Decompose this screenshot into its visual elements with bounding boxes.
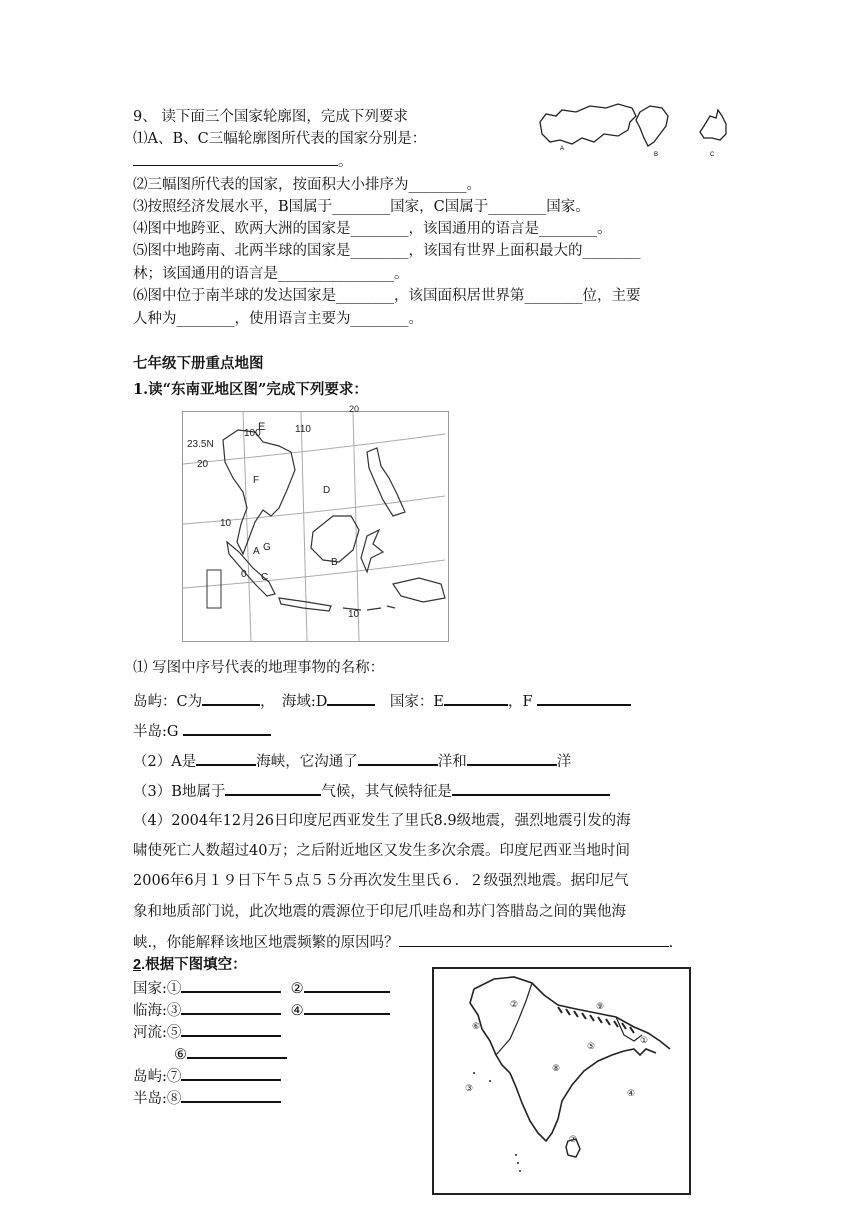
text: .	[668, 935, 674, 951]
map-mark-6: ⑥	[472, 1022, 481, 1032]
map-label-10: 10	[220, 518, 232, 529]
q1-part1: ⑴ 写图中序号代表的地理事物的名称：	[133, 660, 385, 676]
section-title: 七年级下册重点地图	[133, 355, 264, 372]
map-label-a: A	[253, 546, 260, 557]
q1-peninsula-row	[133, 720, 271, 742]
answer-blank[interactable]	[181, 1021, 281, 1037]
map-label-23-5n: 23.5N	[187, 439, 214, 450]
map-label-f: F	[253, 475, 260, 486]
country-outlines-figure	[532, 100, 732, 162]
q1-title: 1.读“东南亚地区图”完成下列要求：	[133, 381, 368, 398]
outline-australia	[700, 110, 726, 140]
answer-blank[interactable]	[467, 750, 557, 766]
q9-intro: 9、 读下面三个国家轮廓图，完成下列要求	[133, 109, 408, 125]
q2-number: 2	[133, 957, 142, 973]
q1-part1-row	[133, 690, 631, 712]
answer-blank[interactable]	[202, 690, 260, 706]
q2-title	[133, 955, 247, 975]
q2-row-country	[133, 977, 390, 999]
climate-b-label: （3）B地属于	[133, 784, 226, 800]
text: ②	[290, 981, 304, 997]
outline-russia	[540, 104, 636, 144]
map-mark-8: ⑧	[552, 1064, 561, 1074]
q9-part5-line2: 林；该国通用的语言是________________。	[133, 266, 409, 282]
text: 国家:①	[133, 981, 182, 997]
q9-part1-blank-row	[133, 151, 353, 172]
q9-part6-line2: 人种为________，使用语言主要为________。	[133, 311, 423, 327]
peninsula-g-label: 半岛:G	[133, 724, 179, 740]
map-label-d: D	[323, 485, 331, 496]
q1-part4-line3: 2006年6月１９日下午５点５５分再次发生里氏６．２级强烈地震。据印尼气	[133, 873, 629, 889]
map-label-g: G	[263, 542, 271, 553]
text: 临海:③	[133, 1003, 182, 1019]
answer-blank[interactable]	[181, 1065, 281, 1081]
south-asia-map-drawing	[434, 969, 689, 1193]
q1-part4-line2: 啸使死亡人数超过40万；之后附近地区又发生多次余震。印度尼西亚当地时间	[133, 843, 630, 859]
outline-label-c: C	[710, 152, 715, 158]
answer-blank[interactable]	[304, 977, 390, 993]
answer-blank[interactable]	[181, 1087, 281, 1103]
map-mark-7: ⑦	[569, 1135, 578, 1145]
q1-part3-row	[133, 780, 610, 802]
map-mark-4: ④	[627, 1089, 636, 1099]
south-asia-map	[432, 967, 691, 1195]
text: ⑥	[174, 1047, 187, 1063]
map-label-110: 110	[295, 424, 311, 435]
map-label-20: 20	[197, 459, 209, 470]
map-label-0: 0	[241, 569, 247, 580]
text: 峡.，你能解释该地区地震频繁的原因吗？	[133, 935, 399, 951]
outline-label-a: A	[560, 146, 565, 152]
country-f-label: ，F	[507, 694, 533, 710]
q9-part1: ⑴A、B、C三幅轮廓图所代表的国家分别是：	[133, 131, 427, 147]
map-mark-1: ①	[640, 1036, 649, 1046]
q9-part3: ⑶按照经济发展水平，B国属于________国家，C国属于________国家。	[133, 199, 590, 215]
country-e-label: 国家：E	[375, 694, 444, 710]
q2-title-text: .根据下图填空：	[141, 957, 247, 973]
text: 海峡，它沟通了	[256, 754, 358, 770]
answer-blank[interactable]	[133, 151, 338, 166]
answer-blank[interactable]	[181, 977, 281, 993]
text: ④	[290, 1003, 304, 1019]
answer-blank[interactable]	[225, 780, 321, 796]
text: 半岛:⑧	[133, 1091, 182, 1107]
answer-blank[interactable]	[358, 750, 438, 766]
q9-part5-line1: ⑸图中地跨南、北两半球的国家是________，该国有世界上面积最大的________	[133, 243, 641, 259]
answer-blank[interactable]	[304, 999, 390, 1015]
island-c-label: 岛屿：C为	[133, 694, 203, 710]
map-label-100: 100	[244, 428, 261, 439]
text: 气候，其气候特征是	[321, 784, 452, 800]
q2-row-peninsula	[133, 1087, 281, 1109]
answer-blank[interactable]	[183, 720, 271, 736]
q1-part2-row	[133, 750, 571, 772]
q9-part4: ⑷图中地跨亚、欧两大洲的国家是________，该国通用的语言是________。	[133, 221, 612, 237]
answer-blank[interactable]	[444, 690, 508, 706]
period: 。	[338, 154, 353, 170]
q9-part6-line1: ⑹图中位于南半球的发达国家是________，该国面积居世界第________位，主要	[133, 288, 641, 304]
answer-blank[interactable]	[181, 999, 281, 1015]
answer-blank[interactable]	[196, 750, 256, 766]
southeast-asia-map	[182, 404, 449, 642]
answer-blank[interactable]	[537, 690, 631, 706]
map-label-b: B	[331, 557, 338, 568]
text: 河流:⑤	[133, 1025, 182, 1041]
map-mark-2: ②	[510, 1000, 519, 1010]
outline-brazil	[636, 106, 668, 146]
strait-a-label: （2）A是	[133, 754, 197, 770]
q2-row-island	[133, 1065, 281, 1087]
map-mark-9: ⑨	[596, 1002, 605, 1012]
q2-row-river	[133, 1021, 281, 1043]
map-label-10-bottom: 10	[348, 609, 360, 620]
sea-d-label: ， 海域:D	[260, 694, 328, 710]
answer-blank[interactable]	[327, 690, 375, 706]
answer-blank[interactable]	[399, 932, 669, 947]
map-label-e: E	[258, 421, 266, 433]
text: 洋和	[437, 754, 467, 770]
q1-part4-line5	[133, 932, 673, 953]
q1-part4-line4: 象和地质部门说，此次地震的震源位于印尼爪哇岛和苏门答腊岛之间的巽他海	[133, 904, 626, 920]
map-mark-5: ⑤	[587, 1042, 596, 1052]
q9-part2: ⑵三幅图所代表的国家，按面积大小排序为________。	[133, 177, 481, 193]
map-label-20-top: 20	[349, 404, 360, 414]
map-mark-3: ③	[465, 1084, 474, 1094]
q1-part4-line1: （4）2004年12月26日印度尼西亚发生了里氏8.9级地震，强烈地震引发的海	[133, 813, 631, 829]
q2-row-sea	[133, 999, 390, 1021]
outline-label-b: B	[654, 152, 659, 158]
map-label-c: C	[261, 572, 269, 583]
q2-row-river2	[174, 1043, 287, 1065]
text: 洋	[556, 754, 572, 770]
answer-blank[interactable]	[452, 780, 610, 796]
answer-blank[interactable]	[187, 1043, 287, 1059]
text: 岛屿:⑦	[133, 1069, 182, 1085]
